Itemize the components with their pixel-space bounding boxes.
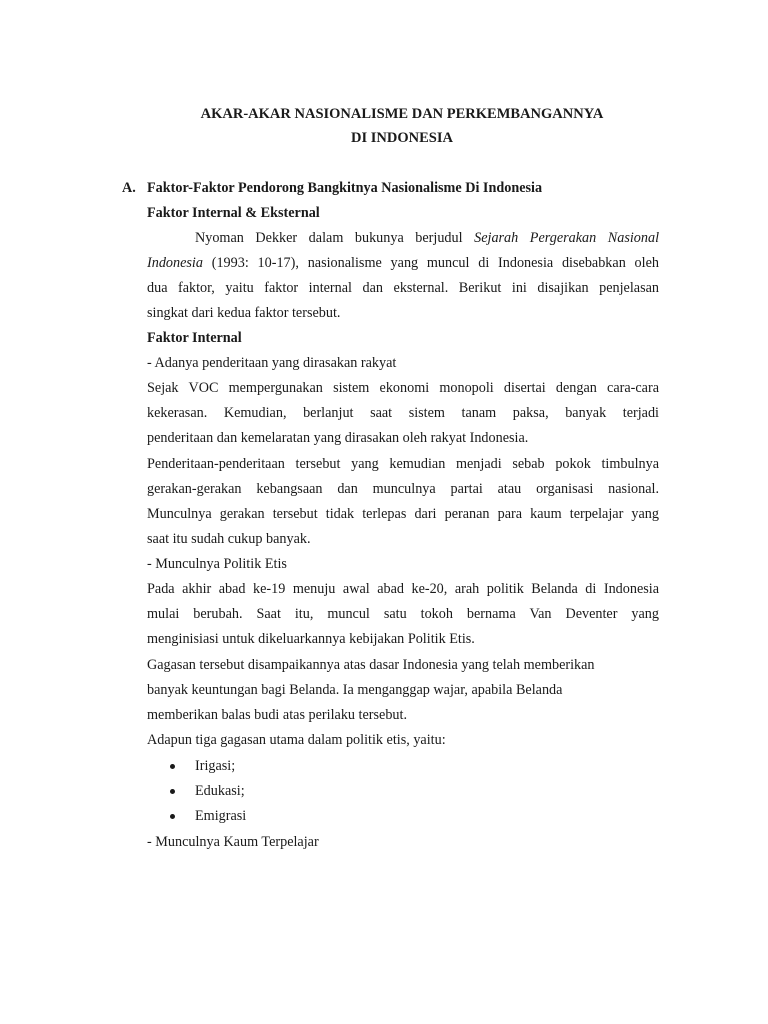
document-title-line-2: DI INDONESIA: [351, 130, 453, 146]
paragraph-line: saat itu sudah cukup banyak.: [147, 531, 311, 547]
paragraph-line: Sejak VOC mempergunakan sistem ekonomi monopoli disertai dengan cara-cara: [147, 380, 659, 396]
book-title-cont: Indonesia: [147, 255, 203, 271]
point-2-title: - Munculnya Politik Etis: [147, 556, 287, 572]
point-3-title: - Munculnya Kaum Terpelajar: [147, 834, 319, 850]
paragraph-line: memberikan balas budi atas perilaku tersebut.: [147, 707, 408, 723]
paragraph-line: banyak keuntungan bagi Belanda. Ia menganggap wajar, apabila Belanda: [147, 682, 563, 698]
intro-line-1: [195, 226, 659, 251]
point-1-title: - Adanya penderitaan yang dirasakan rakyat: [147, 355, 397, 371]
list-item: Emigrasi: [195, 808, 247, 824]
list-intro: Adapun tiga gagasan utama dalam politik etis, yaitu:: [147, 732, 446, 748]
list-item: Edukasi;: [195, 783, 245, 799]
paragraph-line: Penderitaan-penderitaan tersebut yang kemudian menjadi sebab pokok timbulnya: [147, 456, 659, 472]
paragraph-line: Munculnya gerakan tersebut tidak terlepas dari peranan para kaum terpelajar yang: [147, 506, 659, 522]
intro-line-4: singkat dari kedua faktor tersebut.: [147, 305, 341, 321]
intro-text: Nyoman Dekker dalam bukunya berjudul: [195, 230, 475, 246]
paragraph-line: Gagasan tersebut disampaikannya atas dasar Indonesia yang telah memberikan: [147, 657, 595, 673]
bullet-dot-icon: [170, 764, 175, 769]
paragraph-line: kekerasan. Kemudian, berlanjut saat sistem tanam paksa, banyak terjadi: [147, 405, 659, 421]
section-heading: Faktor-Faktor Pendorong Bangkitnya Nasionalisme Di Indonesia: [147, 180, 543, 196]
intro-line-3: dua faktor, yaitu faktor internal dan eksternal. Berikut ini disajikan penjelasan: [147, 280, 659, 296]
section-subheading: Faktor Internal & Eksternal: [147, 205, 320, 221]
internal-heading: Faktor Internal: [147, 330, 242, 346]
paragraph-line: gerakan-gerakan kebangsaan dan munculnya partai atau organisasi nasional.: [147, 481, 659, 497]
section-marker: A.: [122, 180, 136, 196]
paragraph-line: mulai berubah. Saat itu, muncul satu tokoh bernama Van Deventer yang: [147, 606, 659, 622]
book-title: Sejarah Pergerakan Nasional: [474, 230, 660, 246]
intro-line-2: [147, 251, 659, 276]
paragraph-line: penderitaan dan kemelaratan yang dirasakan oleh rakyat Indonesia.: [147, 430, 529, 446]
list-item: Irigasi;: [195, 758, 236, 774]
document-title-line-1: AKAR-AKAR NASIONALISME DAN PERKEMBANGANNYA: [200, 106, 604, 122]
bullet-dot-icon: [170, 814, 175, 819]
paragraph-line: menginisiasi untuk dikeluarkannya kebijakan Politik Etis.: [147, 631, 475, 647]
bullet-dot-icon: [170, 789, 175, 794]
intro-text: (1993: 10-17), nasionalisme yang muncul di Indonesia disebabkan oleh: [202, 255, 659, 271]
paragraph-line: Pada akhir abad ke-19 menuju awal abad ke-20, arah politik Belanda di Indonesia: [147, 581, 659, 597]
